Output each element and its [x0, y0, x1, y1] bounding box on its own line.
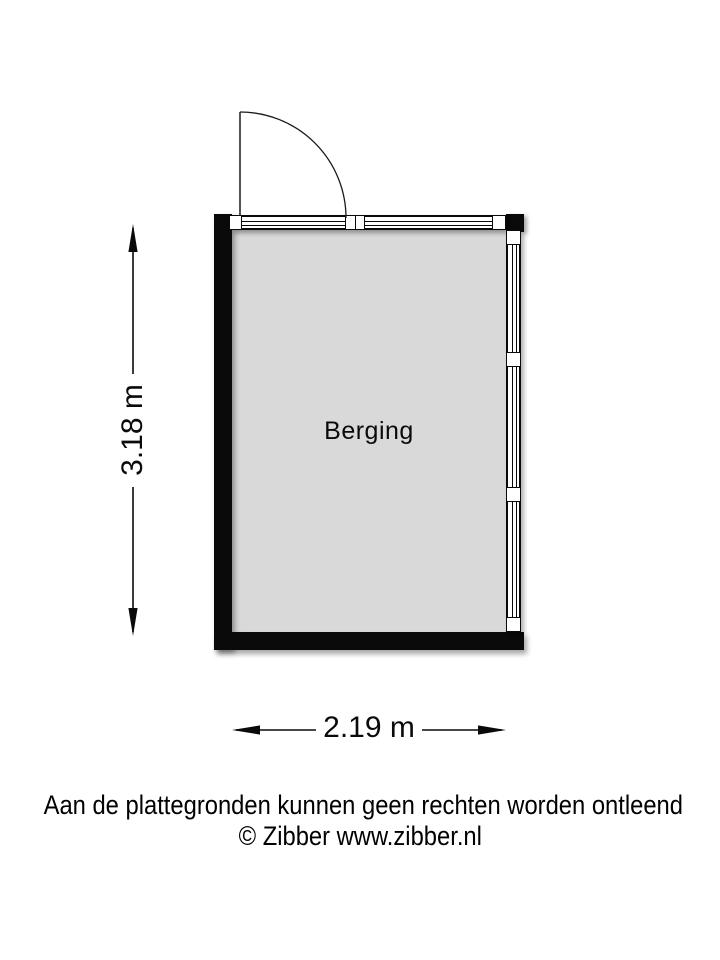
dimension-vertical-label: 3.18 m [116, 384, 149, 476]
dimension-horizontal-label: 2.19 m [323, 711, 415, 744]
door-swing-icon [240, 112, 346, 218]
footer-disclaimer: Aan de plattegronden kunnen geen rechten worden ontleend [43, 790, 683, 820]
room-label: Berging [324, 417, 414, 445]
footer-credit: © Zibber www.zibber.nl [238, 821, 482, 851]
